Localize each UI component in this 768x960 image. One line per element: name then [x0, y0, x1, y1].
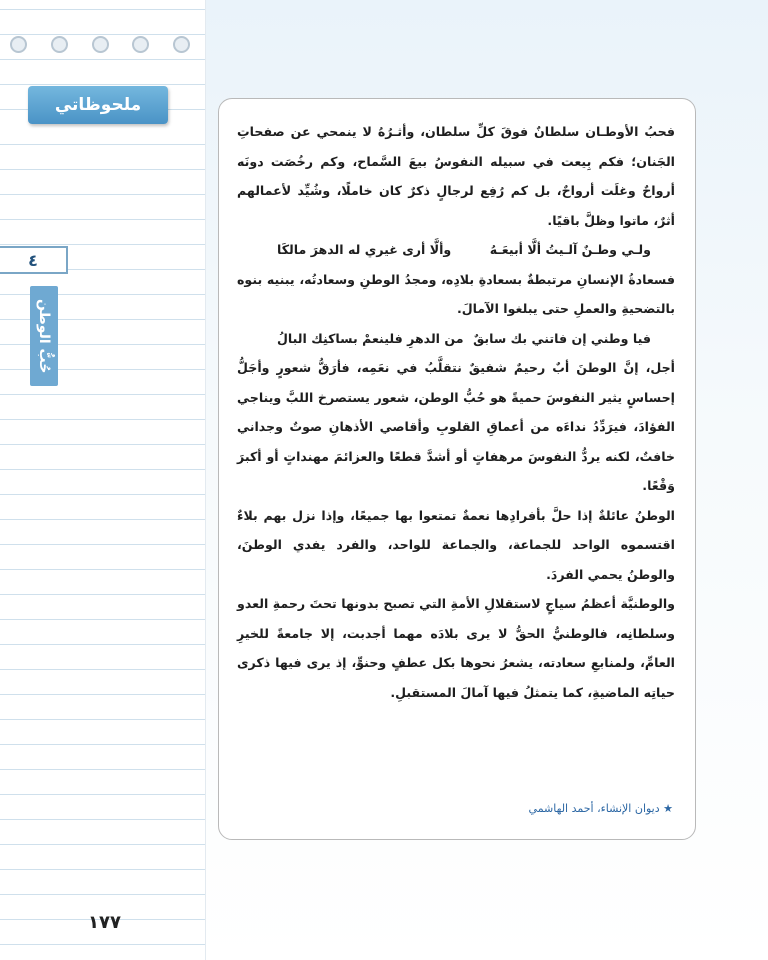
verse-1-first-hemistich: ولـي وطـنٌ آلـيتُ ألَّا أبيعَـهُ [489, 242, 651, 257]
unit-ribbon [30, 286, 58, 386]
binder-holes [10, 36, 190, 53]
paragraph-3: أجل، إنَّ الوطنَ أبٌ رحيمٌ شفيقٌ نتقلَّبُ في نعَمِه، فأرَقُّ شعورٍ وأجَلُّ إحساسٍ يثير النفوسَ حميةً هو حُبُّ الوطن، شعور يستصرخ اللبَّ ويناجي الفؤادَ، فيرَدِّدُ نداءَه من أعماقِ القلوبِ وأقاصي الأذهانِ صوتٌ وجداني خافتٌ، لكنه يردُّ النفوسَ مرهفاتٍ أو أشدَّ قطعًا والعزائمَ مهنداتٍ أو أكبرَ وَقْعًا. [237, 360, 675, 493]
source-footnote: ★ ديوان الإنشاء، أحمد الهاشمي [528, 802, 673, 815]
binder-hole [51, 36, 68, 53]
paragraph-1: فحبُ الأوطـان سلطانٌ فوقَ كلِّ سلطان، وأثـرُهُ لا ينمحي عن صفحاتِ الجَنان؛ فكم بِيعت في سبيله النفوسُ بيعَ السَّماح، وكم رخُصَت دونَه أرواحٌ وغلَت أرواحٌ، بل كم رُفِع لرجالٍ ذكرٌ كان خاملًا، وشُيِّد لأعمالهم أثرٌ، ماتوا وظلَّ باقيًا. [237, 124, 675, 228]
verse-1 [237, 235, 675, 265]
binder-hole [173, 36, 190, 53]
verse-2 [237, 324, 675, 354]
paragraph-4: الوطنُ عائلةٌ إذا حلَّ بأفرادِها نعمةٌ تمتعوا بها جميعًا، وإذا نزل بهم بلاءٌ اقتسموه الواحد للجماعة، والجماعة للواحد، والفرد يفدي الوطنَ، والوطنُ يحمي الفردَ. [237, 507, 675, 582]
unit-title: حُبُّ الوطن [36, 298, 52, 374]
binder-hole [132, 36, 149, 53]
unit-number: ٤ [0, 246, 68, 274]
paragraph-2: فسعادةُ الإنسانِ مرتبطةٌ بسعادةِ بلادِه، ومجدُ الوطنِ وسعادتُه، يبنيه بنوه بالتضحيةِ والعملِ حتى يبلغوا الآمالَ. [237, 271, 675, 316]
binder-hole [92, 36, 109, 53]
verse-2-first-hemistich: فيا وطني إن فاتني بك سابقٌ [473, 330, 651, 346]
page-number: ١٧٧ [88, 912, 121, 933]
notes-strip [0, 0, 206, 960]
verse-2-second-hemistich: من الدهرِ فلينعمْ بساكنِك البالُ [277, 330, 464, 346]
binder-hole [10, 36, 27, 53]
verse-1-second-hemistich: وألَّا أرى غيري له الدهرَ مالكَا [277, 242, 452, 257]
article-card [218, 98, 696, 840]
notes-tab: ملحوظاتي [28, 86, 168, 124]
paragraph-5: والوطنيَّة أعظمُ سياجٍ لاستقلالِ الأمةِ التي تصبح بدونها تحتَ رحمةِ العدو وسلطانِه، فالوطنيُّ الحقُّ لا يرى بلادَه مهما أجدبت، إلا جامعةً للخيرِ العامِّ، ولمنابعِ سعادته، يشعرُ نحوها بكل عطفٍ وحنوٍّ، إذ يرى فيها ذكرى حياتِه الماضيةِ، كما يتمثلُ فيها آمالَ المستقبلِ. [237, 596, 675, 700]
